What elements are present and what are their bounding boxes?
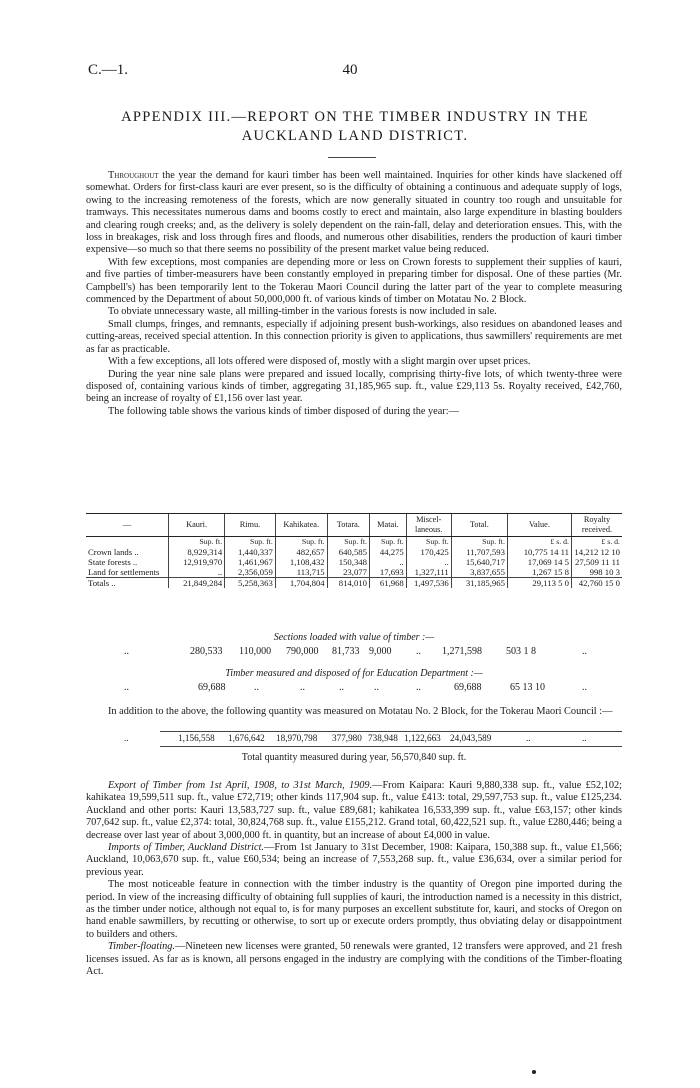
row-rimu: .. xyxy=(254,682,259,693)
closing-text xyxy=(86,780,622,979)
table-unit: Sup. ft. xyxy=(275,537,327,548)
table-cell: 5,258,363 xyxy=(225,578,276,589)
paragraph-demand xyxy=(86,170,622,257)
row-kauri: 69,688 xyxy=(198,682,226,693)
row-total: 1,271,598 xyxy=(442,646,482,657)
table-cell: 23,077 xyxy=(327,567,369,578)
paragraph-sales: During the year nine sale plans were prepared and issued locally, comprising thirty-five lots, of which twenty-three were disposed of, containing various kinds of timber, aggregating 31,185,965 sup. ft., value £29,113 5s. Royalty received, £42,760, being an increase of royalty of £1,156 over last year. xyxy=(86,368,622,405)
row-value: 65 13 10 xyxy=(510,682,545,693)
title-line-2: AUCKLAND LAND DISTRICT. xyxy=(241,128,469,144)
paragraph-lots: With a few exceptions, all lots offered were disposed of, mostly with a slight margin over upset prices. xyxy=(108,356,531,368)
paragraph-imports xyxy=(86,842,622,879)
timber-disposal-table xyxy=(86,513,622,588)
table-cell: 17,693 xyxy=(369,567,406,578)
education-row xyxy=(86,682,622,696)
row-leader: .. xyxy=(124,646,129,657)
row-royalty: .. xyxy=(582,733,587,743)
paragraph-oregon: The most noticeable feature in connection with the timber industry is the quantity of Oregon pine imported during the period. In view of the increasing difficulty of obtaining full supplies of kauri, the introduction named is a necessity in this district, as the timber under notice, although not equal to, is for many purposes an excellent substitute for, kauri, and stocks of Oregon on hand enable sawmillers, by recutting or otherwise, to sort up or execute orders promptly, thus obviating delay or disappointment to builders and others. xyxy=(86,879,622,940)
imports-heading: Imports of Timber, Auckland District. xyxy=(108,842,265,854)
paragraph-floating xyxy=(86,941,622,978)
motatau-total-line: Total quantity measured during year, 56,570,840 sup. ft. xyxy=(241,752,467,763)
table-cell: 998 10 3 xyxy=(572,567,623,578)
table-cell: 14,212 12 10 xyxy=(572,547,623,557)
table-cell: 31,185,965 xyxy=(451,578,507,589)
row-royalty: .. xyxy=(582,646,587,657)
table-header: Total. xyxy=(451,514,507,537)
table-header: — xyxy=(86,514,169,537)
row-totara: 81,733 xyxy=(332,646,360,657)
table-header: Value. xyxy=(507,514,571,537)
motatau-row xyxy=(86,733,622,747)
motatau-intro xyxy=(86,706,622,718)
table-row xyxy=(86,547,622,557)
table-unit: Sup. ft. xyxy=(169,537,225,548)
title-line-1: APPENDIX III.—REPORT ON THE TIMBER INDUSTRY IN THE xyxy=(121,109,589,125)
row-kahikatea: 18,970,798 xyxy=(276,733,318,743)
table-unit: Sup. ft. xyxy=(225,537,276,548)
table-header: Totara. xyxy=(327,514,369,537)
table-units-row xyxy=(86,537,622,548)
row-misc: .. xyxy=(416,646,421,657)
row-leader: .. xyxy=(124,682,129,693)
row-total: 24,043,589 xyxy=(450,733,492,743)
table-cell: Land for settlements xyxy=(88,567,160,577)
sections-loaded-row xyxy=(86,646,622,660)
table-row xyxy=(86,567,622,578)
row-kahikatea: .. xyxy=(300,682,305,693)
imports-text: —From 1st January to 31st December, 1908: Kaipara, 150,388 sup. ft., value £1,566; Auckland, 10,063,670 sup. ft., value £60,534; being an increase of 7,553,268 sup. ft., value £36,634, over a similar period for previous year. xyxy=(86,842,622,878)
table-header: Matai. xyxy=(369,514,406,537)
table-row xyxy=(86,557,622,567)
table-cell: 482,657 xyxy=(275,547,327,557)
sections-loaded-caption: Sections loaded with value of timber :— xyxy=(273,632,435,643)
row-kauri: 1,156,558 xyxy=(178,733,215,743)
table-cell: 150,348 xyxy=(327,557,369,567)
table-cell: 1,327,111 xyxy=(406,567,451,578)
row-misc: 1,122,663 xyxy=(404,733,441,743)
table-cell: .. xyxy=(406,557,451,567)
row-royalty: .. xyxy=(582,682,587,693)
paragraph-waste: To obviate unnecessary waste, all milling-timber in the various forests is now included in sale. xyxy=(108,306,497,318)
table-header: Kahikatea. xyxy=(275,514,327,537)
table-cell: 170,425 xyxy=(406,547,451,557)
intro-text xyxy=(86,170,622,418)
table-cell: 12,919,970 xyxy=(169,557,225,567)
table-cell: 3,837,655 xyxy=(451,567,507,578)
motatau-bottom-rule xyxy=(160,746,622,747)
table-unit: Sup. ft. xyxy=(406,537,451,548)
row-total: 69,688 xyxy=(454,682,482,693)
table-cell: .. xyxy=(369,557,406,567)
table-cell: Totals .. xyxy=(86,578,169,589)
table-header: Kauri. xyxy=(169,514,225,537)
table-cell: 2,356,059 xyxy=(225,567,276,578)
education-caption: Timber measured and disposed of for Education Department :— xyxy=(225,668,483,679)
motatau-top-rule xyxy=(160,731,622,732)
table-cell: 1,461,967 xyxy=(225,557,276,567)
table-unit: £ s. d. xyxy=(507,537,571,548)
table-cell: 113,715 xyxy=(275,567,327,578)
table-cell: State forests .. xyxy=(88,557,138,567)
row-matai: 738,948 xyxy=(368,733,398,743)
table-cell: 42,760 15 0 xyxy=(572,578,623,589)
row-value: .. xyxy=(526,733,531,743)
table-cell: Crown lands .. xyxy=(88,547,139,557)
paragraph-export xyxy=(86,780,622,842)
table-header: Rimu. xyxy=(225,514,276,537)
row-matai: 9,000 xyxy=(369,646,392,657)
table-unit: £ s. d. xyxy=(572,537,623,548)
table-cell: .. xyxy=(169,567,225,578)
table-cell: 640,585 xyxy=(327,547,369,557)
row-rimu: 110,000 xyxy=(239,646,272,657)
page-number: 40 xyxy=(342,62,358,78)
table-totals-row xyxy=(86,578,622,589)
row-rimu: 1,676,642 xyxy=(228,733,265,743)
paragraph-motatau: In addition to the above, the following quantity was measured on Motatau No. 2 Block, for the Tokerau Maori Council :— xyxy=(108,706,613,717)
document-reference: C.—1. xyxy=(88,62,129,78)
row-leader: .. xyxy=(124,733,129,743)
table-unit: Sup. ft. xyxy=(451,537,507,548)
table-unit xyxy=(86,537,169,548)
table-header: Miscel-laneous. xyxy=(406,514,451,537)
table-cell: 17,069 14 5 xyxy=(507,557,571,567)
paragraph-supply: With few exceptions, most companies are depending more or less on Crown forests to supplement their supplies of kauri, and five parties of timber-measurers have been constantly employed in preparing timber for disposal. One of these parties (Mr. Campbell's) has been temporarily lent to the Tokerau Maori Council during the latter part of the year to complete measuring commenced by the Department of about 50,000,000 ft. of various kinds of timber on Motatau No. 2 Block. xyxy=(86,256,622,306)
paragraph-remnants: Small clumps, fringes, and remnants, especially if adjoining present bush-workings, also residues on abandoned leases and cutting-areas, received special attention. In this connection priority is given to applications, thus sawmillers' requirements are met as far as practicable. xyxy=(86,318,622,355)
table-cell: 814,010 xyxy=(327,578,369,589)
row-value: 503 1 8 xyxy=(506,646,536,657)
row-totara: 377,980 xyxy=(332,733,362,743)
row-matai: .. xyxy=(374,682,379,693)
row-kauri: 280,533 xyxy=(190,646,223,657)
table-cell: 1,704,804 xyxy=(275,578,327,589)
table-cell: 21,849,284 xyxy=(169,578,225,589)
floating-heading: Timber-floating. xyxy=(108,941,176,953)
paragraph-table-intro: The following table shows the various kinds of timber disposed of during the year:— xyxy=(108,405,459,417)
paragraph-lead-word: Throughout xyxy=(108,170,159,181)
row-misc: .. xyxy=(416,682,421,693)
table-cell: 44,275 xyxy=(369,547,406,557)
row-totara: .. xyxy=(339,682,344,693)
table-cell: 10,775 14 11 xyxy=(507,547,571,557)
table-cell: 1,267 15 8 xyxy=(507,567,571,578)
table-header: Royalty received. xyxy=(572,514,623,537)
table-cell: 1,108,432 xyxy=(275,557,327,567)
paragraph-demand-text: the year the demand for kauri timber has been well maintained. Inquiries for other kinds have slackened off somewhat. Orders for first-class kauri are ever present, so is the difficulty of obtaining a continuous and adequate supply of logs, owing to the increasing remoteness of the forests, which are now generally situated in country too rough and unsuitable for tramways. This necessitates numerous dams and booms costly to erect and maintain, also large expenditure in blasting boulders and clearing rough creeks; and, as the delivery is solely dependent on the rain-fall, delay and deterioration ensues. This, with the loss in breakages, risk and loss through fires and floods, and numerous other disabilities, renders the production of kauri timber expensive—so much so that there seems no possibility of the present market value being reduced. xyxy=(86,170,622,256)
floating-text: —Nineteen new licenses were granted, 50 renewals were granted, 12 transfers were approved, and 21 fresh licenses issued. As far as is known, all persons engaged in the industry are complying with the conditions of the Timber-floating Act. xyxy=(86,941,622,978)
table-cell: 27,509 11 11 xyxy=(572,557,623,567)
table-cell: 11,707,593 xyxy=(451,547,507,557)
table-cell: 61,968 xyxy=(369,578,406,589)
table-cell: 1,497,536 xyxy=(406,578,451,589)
title-divider xyxy=(328,157,376,158)
table-header-row xyxy=(86,514,622,537)
export-heading: Export of Timber from 1st April, 1908, to 31st March, 1909. xyxy=(108,780,373,791)
row-kahikatea: 790,000 xyxy=(286,646,319,657)
table-cell: 15,640,717 xyxy=(451,557,507,567)
table-cell: 1,440,337 xyxy=(225,547,276,557)
table-cell: 29,113 5 0 xyxy=(507,578,571,589)
table-unit: Sup. ft. xyxy=(327,537,369,548)
table-cell: 8,929,314 xyxy=(169,547,225,557)
table-unit: Sup. ft. xyxy=(369,537,406,548)
export-text: —From Kaipara: Kauri 9,880,338 sup. ft., value £52,102; kahikatea 19,599,511 sup. ft., value £72,719; other kinds 117,904 sup. ft., value £413: total, 29,597,753 sup. ft., value £125,234. Auckland and other ports: Kauri 13,583,727 sup. ft., value £89,681; kahikatea 16,533,399 sup. ft., value £63,157; other kinds 707,642 sup. ft., value £2,374: total, 30,824,768 sup. ft., value £155,212. Grand total, 60,422,521 sup. ft., value £280,446; being a decrease over last year of about 3,000,000 ft. in quantity, but an increase of about £4,000 in value. xyxy=(86,780,622,841)
appendix-title xyxy=(80,108,630,146)
page-mark xyxy=(532,1070,536,1074)
